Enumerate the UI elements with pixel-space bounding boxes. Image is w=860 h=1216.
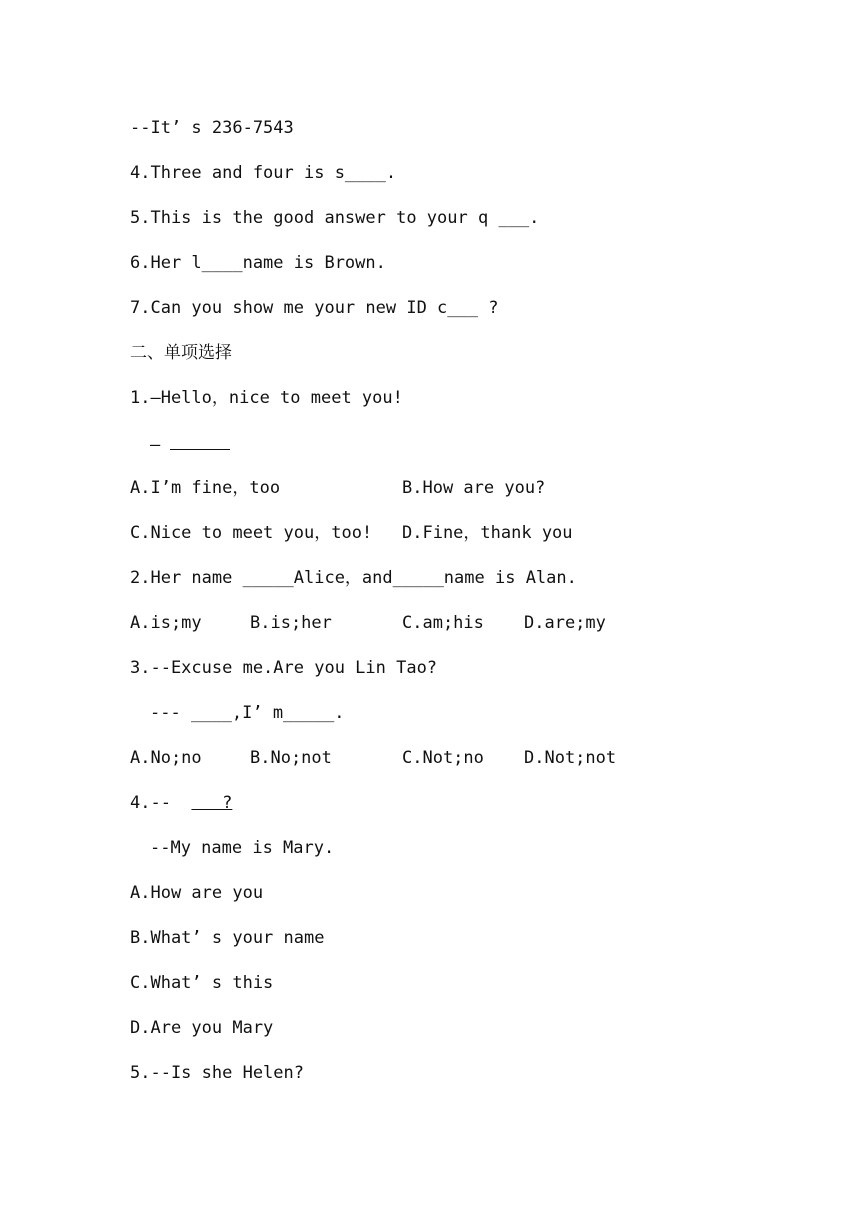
question-1-option-a: A.I’m fine，too — [130, 478, 281, 498]
question-4-option-b: B.What’ s your name — [130, 928, 325, 948]
question-5-stem: 5.--Is she Helen? — [130, 1063, 304, 1083]
question-3-option-d: D.Not;not — [524, 748, 617, 768]
fill-in-question-5: 5.This is the good answer to your q ___. — [130, 208, 540, 228]
question-3-option-b: B.No;not — [250, 748, 332, 768]
question-1-option-d: D.Fine，thank you — [402, 523, 573, 543]
question-1-reply — [150, 431, 230, 457]
question-4-stem — [130, 791, 232, 815]
question-3-reply: --- ____,I’ m_____. — [150, 703, 345, 723]
question-2-option-a: A.is;my — [130, 613, 202, 633]
section-title: 二、单项选择 — [130, 343, 232, 363]
question-4-option-c: C.What’ s this — [130, 973, 274, 993]
question-1-stem: 1.—Hello，nice to meet you! — [130, 388, 403, 408]
fill-in-question-4: 4.Three and four is s____. — [130, 163, 397, 183]
question-4-stem-prefix: 4.-- — [130, 793, 192, 813]
question-2-stem: 2.Her name _____Alice，and_____name is Alan. — [130, 568, 577, 588]
question-2-option-c: C.am;his — [402, 613, 484, 633]
question-3-option-a: A.No;no — [130, 748, 202, 768]
question-2-option-b: B.is;her — [250, 613, 332, 633]
question-2-option-d: D.are;my — [524, 613, 606, 633]
question-1-option-c: C.Nice to meet you，too! — [130, 523, 373, 543]
answer-line: --It’ s 236-7543 — [130, 118, 294, 138]
question-1-option-b: B.How are you? — [402, 478, 546, 498]
answer-blank — [170, 431, 230, 450]
question-4-stem-blank: ? — [191, 793, 233, 813]
question-4-reply: --My name is Mary. — [150, 838, 335, 858]
fill-in-question-6: 6.Her l____name is Brown. — [130, 253, 386, 273]
question-3-stem: 3.--Excuse me.Are you Lin Tao? — [130, 658, 438, 678]
question-3-option-c: C.Not;no — [402, 748, 484, 768]
question-1-reply-text: — — [150, 435, 171, 455]
question-4-option-a: A.How are you — [130, 883, 264, 903]
fill-in-question-7: 7.Can you show me your new ID c___ ? — [130, 298, 499, 318]
question-4-option-d: D.Are you Mary — [130, 1018, 274, 1038]
